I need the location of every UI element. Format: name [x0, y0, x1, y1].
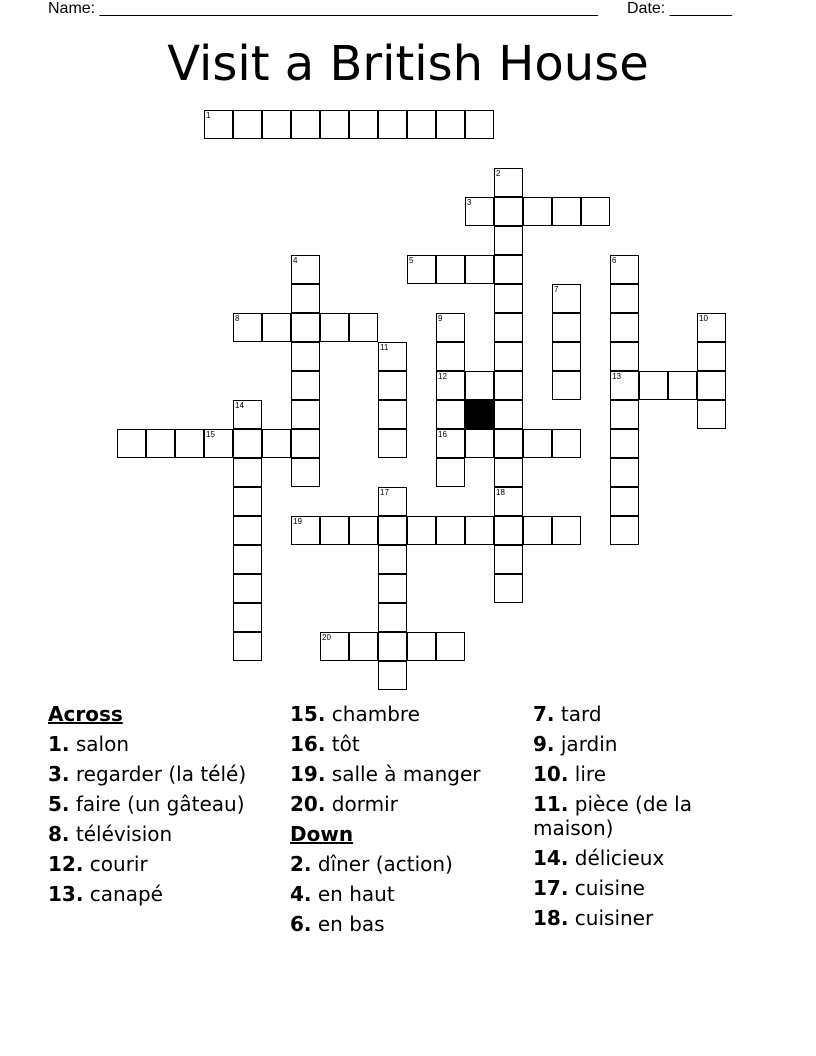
grid-cell[interactable]	[552, 429, 581, 458]
grid-cell[interactable]	[494, 400, 523, 429]
grid-cell[interactable]	[697, 371, 726, 400]
clue-down-7: 7. tard	[533, 702, 602, 726]
clue-across-15: 15. chambre	[290, 702, 420, 726]
grid-cell[interactable]	[262, 429, 291, 458]
grid-cell[interactable]	[610, 458, 639, 487]
grid-cell[interactable]	[523, 516, 552, 545]
clue-number: 17	[380, 488, 389, 497]
grid-cell[interactable]	[407, 632, 436, 661]
grid-cell[interactable]	[378, 574, 407, 603]
grid-cell[interactable]	[465, 110, 494, 139]
grid-cell[interactable]	[233, 400, 262, 429]
clue-across-20: 20. dormir	[290, 792, 398, 816]
clue-across-1: 1. salon	[48, 732, 130, 756]
grid-cell[interactable]	[291, 342, 320, 371]
grid-cell[interactable]	[436, 371, 465, 400]
grid-cell[interactable]	[378, 545, 407, 574]
grid-cell[interactable]	[697, 342, 726, 371]
clue-number: 8	[235, 314, 240, 323]
grid-cell[interactable]	[494, 313, 523, 342]
grid-cell[interactable]	[233, 429, 262, 458]
grid-cell[interactable]	[349, 313, 378, 342]
grid-cell[interactable]	[262, 313, 291, 342]
grid-cell[interactable]	[378, 487, 407, 516]
clue-across-5: 5. faire (un gâteau)	[48, 792, 245, 816]
clue-number: 6	[612, 256, 617, 265]
grid-cell[interactable]	[610, 487, 639, 516]
grid-cell[interactable]	[378, 429, 407, 458]
clue-down-11: 11. pièce (de la maison)	[533, 792, 692, 840]
grid-cell[interactable]	[436, 516, 465, 545]
clue-down-4: 4. en haut	[290, 882, 395, 906]
grid-cell[interactable]	[465, 371, 494, 400]
grid-cell[interactable]	[465, 429, 494, 458]
grid-cell[interactable]	[320, 110, 349, 139]
grid-cell[interactable]	[291, 284, 320, 313]
grid-cell[interactable]	[523, 197, 552, 226]
clue-number: 13	[612, 372, 621, 381]
grid-cell[interactable]	[610, 371, 639, 400]
grid-cell[interactable]	[378, 603, 407, 632]
clue-across-19: 19. salle à manger	[290, 762, 481, 786]
grid-cell[interactable]	[697, 313, 726, 342]
grid-cell[interactable]	[320, 313, 349, 342]
grid-cell[interactable]	[494, 284, 523, 313]
grid-cell[interactable]	[407, 110, 436, 139]
grid-cell[interactable]	[494, 226, 523, 255]
grid-cell[interactable]	[349, 632, 378, 661]
grid-cell[interactable]	[291, 429, 320, 458]
clues-column-3	[533, 702, 768, 936]
clue-number: 1	[206, 111, 211, 120]
clue-down-17: 17. cuisine	[533, 876, 645, 900]
grid-cell[interactable]	[407, 255, 436, 284]
grid-cell[interactable]	[494, 342, 523, 371]
grid-cell[interactable]	[233, 603, 262, 632]
clue-down-18: 18. cuisiner	[533, 906, 654, 930]
clue-down-9: 9. jardin	[533, 732, 618, 756]
grid-block	[465, 400, 494, 429]
page-title: Visit a British House	[167, 36, 649, 92]
clue-number: 10	[699, 314, 708, 323]
grid-cell[interactable]	[233, 487, 262, 516]
grid-cell[interactable]	[494, 168, 523, 197]
grid-cell[interactable]	[233, 632, 262, 661]
grid-cell[interactable]	[581, 197, 610, 226]
grid-cell[interactable]	[610, 255, 639, 284]
grid-cell[interactable]	[610, 400, 639, 429]
grid-cell[interactable]	[436, 429, 465, 458]
grid-cell[interactable]	[639, 371, 668, 400]
across-heading: Across	[48, 702, 123, 726]
clue-across-16: 16. tôt	[290, 732, 360, 756]
clue-across-13: 13. canapé	[48, 882, 163, 906]
grid-cell[interactable]	[552, 284, 581, 313]
grid-cell[interactable]	[233, 313, 262, 342]
down-heading: Down	[290, 822, 354, 846]
grid-cell[interactable]	[465, 516, 494, 545]
grid-cell[interactable]	[610, 313, 639, 342]
clue-number: 2	[496, 169, 501, 178]
grid-cell[interactable]	[291, 371, 320, 400]
grid-cell[interactable]	[436, 458, 465, 487]
grid-cell[interactable]	[349, 516, 378, 545]
grid-cell[interactable]	[436, 313, 465, 342]
grid-cell[interactable]	[146, 429, 175, 458]
grid-cell[interactable]	[233, 574, 262, 603]
grid-cell[interactable]	[233, 516, 262, 545]
grid-cell[interactable]	[494, 545, 523, 574]
clue-number: 12	[438, 372, 447, 381]
grid-cell[interactable]	[291, 400, 320, 429]
clue-number: 19	[293, 517, 302, 526]
grid-cell[interactable]	[436, 400, 465, 429]
grid-cell[interactable]	[494, 516, 523, 545]
grid-cell[interactable]	[668, 371, 697, 400]
grid-cell[interactable]	[320, 516, 349, 545]
clue-number: 16	[438, 430, 447, 439]
clue-down-6: 6. en bas	[290, 912, 385, 936]
grid-cell[interactable]	[378, 110, 407, 139]
clue-across-3: 3. regarder (la télé)	[48, 762, 247, 786]
grid-cell[interactable]	[552, 371, 581, 400]
grid-cell[interactable]	[494, 197, 523, 226]
grid-cell[interactable]	[465, 255, 494, 284]
clue-number: 20	[322, 633, 331, 642]
grid-cell[interactable]	[378, 632, 407, 661]
grid-cell[interactable]	[117, 429, 146, 458]
grid-cell[interactable]	[233, 545, 262, 574]
clue-number: 3	[467, 198, 472, 207]
clue-number: 14	[235, 401, 244, 410]
grid-cell[interactable]	[291, 110, 320, 139]
clue-number: 7	[554, 285, 559, 294]
grid-cell[interactable]	[233, 458, 262, 487]
grid-cell[interactable]	[494, 429, 523, 458]
grid-cell[interactable]	[552, 516, 581, 545]
grid-cell[interactable]	[697, 400, 726, 429]
grid-cell[interactable]	[552, 313, 581, 342]
grid-cell[interactable]	[378, 661, 407, 690]
clue-number: 9	[438, 314, 443, 323]
grid-cell[interactable]	[378, 400, 407, 429]
grid-cell[interactable]	[204, 429, 233, 458]
grid-cell[interactable]	[291, 255, 320, 284]
grid-cell[interactable]	[262, 110, 291, 139]
name-field-label[interactable]: Name: ________________________________________________________	[48, 0, 598, 17]
clue-across-8: 8. télévision	[48, 822, 173, 846]
grid-cell[interactable]	[610, 429, 639, 458]
grid-cell[interactable]	[175, 429, 204, 458]
clue-number: 11	[380, 343, 389, 352]
grid-cell[interactable]	[494, 255, 523, 284]
clue-number: 5	[409, 256, 414, 265]
grid-cell[interactable]	[291, 516, 320, 545]
grid-cell[interactable]	[291, 313, 320, 342]
clues-column-2	[290, 702, 520, 942]
grid-cell[interactable]	[204, 110, 233, 139]
grid-cell[interactable]	[494, 487, 523, 516]
grid-cell[interactable]	[233, 110, 262, 139]
clue-number: 15	[206, 430, 215, 439]
grid-cell[interactable]	[523, 429, 552, 458]
grid-cell[interactable]	[378, 371, 407, 400]
grid-cell[interactable]	[436, 342, 465, 371]
clue-down-2: 2. dîner (action)	[290, 852, 453, 876]
grid-cell[interactable]	[291, 458, 320, 487]
clue-number: 4	[293, 256, 298, 265]
grid-cell[interactable]	[407, 516, 436, 545]
grid-cell[interactable]	[378, 342, 407, 371]
grid-cell[interactable]	[494, 458, 523, 487]
grid-cell[interactable]	[610, 342, 639, 371]
grid-cell[interactable]	[610, 284, 639, 313]
clue-across-12: 12. courir	[48, 852, 148, 876]
clue-number: 18	[496, 488, 505, 497]
clue-down-14: 14. délicieux	[533, 846, 665, 870]
grid-cell[interactable]	[610, 516, 639, 545]
grid-cell[interactable]	[320, 632, 349, 661]
grid-cell[interactable]	[494, 371, 523, 400]
grid-cell[interactable]	[436, 110, 465, 139]
grid-cell[interactable]	[436, 632, 465, 661]
clue-down-10: 10. lire	[533, 762, 606, 786]
grid-cell[interactable]	[349, 110, 378, 139]
grid-cell[interactable]	[378, 516, 407, 545]
grid-cell[interactable]	[436, 255, 465, 284]
grid-cell[interactable]	[494, 574, 523, 603]
clues-column-1	[48, 702, 276, 912]
grid-cell[interactable]	[465, 197, 494, 226]
grid-cell[interactable]	[552, 197, 581, 226]
grid-cell[interactable]	[552, 342, 581, 371]
date-field-label[interactable]: Date: _______	[627, 0, 732, 17]
